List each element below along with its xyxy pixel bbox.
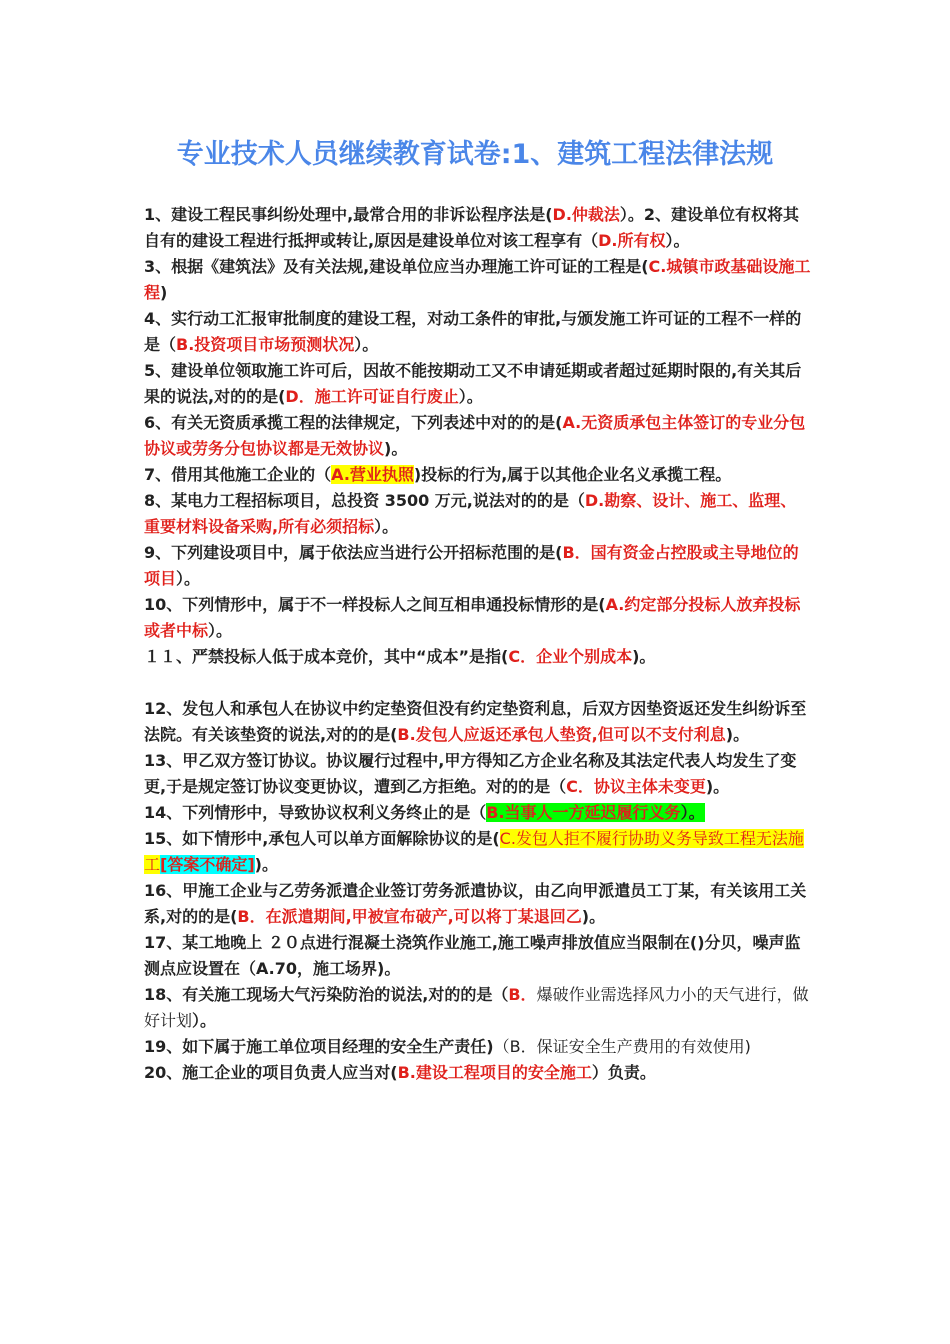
question-text: )。 bbox=[384, 439, 408, 458]
answer-text-highlighted: A.营业执照 bbox=[331, 465, 414, 484]
question-text: )。 bbox=[632, 647, 656, 666]
question-18 bbox=[144, 982, 812, 1034]
question-text: ）负责。 bbox=[591, 1063, 656, 1082]
question-7 bbox=[144, 462, 812, 488]
question-text: ）。 bbox=[176, 569, 201, 588]
question-text: 20、施工企业的项目负责人应当对( bbox=[144, 1063, 398, 1082]
question-3 bbox=[144, 254, 812, 306]
question-5 bbox=[144, 358, 812, 410]
answer-text: B.发包人应返还承包人垫资,但可以不支付利息 bbox=[397, 725, 726, 744]
question-text: 7、借用其他施工企业的（ bbox=[144, 465, 332, 484]
question-text: 6、有关无资质承揽工程的法律规定，下列表述中对的的是( bbox=[144, 413, 563, 432]
answer-plain-text: （B．保证安全生产费用的有效使用) bbox=[493, 1037, 751, 1056]
question-text: 18、有关施工现场大气污染防治的说法,对的的是（ bbox=[144, 985, 509, 1004]
question-9 bbox=[144, 540, 812, 592]
question-text: 10、下列情形中，属于不一样投标人之间互相串通投标情形的是( bbox=[144, 595, 606, 614]
question-text: )。 bbox=[725, 725, 750, 744]
question-13 bbox=[144, 748, 812, 800]
answer-text: C．企业个别成本 bbox=[508, 647, 633, 666]
question-text: 13、甲乙双方签订协议。协议履行过程中,甲方得知乙方企业名称及其法定代表人均发生了变更,于是规定签订协议变更协议，遭到乙方拒绝。对的的是（ bbox=[144, 751, 797, 796]
question-text: 15、如下情形中,承包人可以单方面解除协议的是( bbox=[144, 829, 500, 848]
question-text: ）。 bbox=[192, 1011, 217, 1030]
question-text: 3、根据《建筑法》及有关法规,建设单位应当办理施工许可证的工程是( bbox=[144, 257, 649, 276]
question-20 bbox=[144, 1060, 812, 1086]
answer-text: D.所有权 bbox=[598, 231, 666, 250]
question-11 bbox=[144, 644, 812, 670]
question-16 bbox=[144, 878, 812, 930]
question-text: 17、某工地晚上 ２０点进行混凝土浇筑作业施工,施工噪声排放值应当限制在()分贝，噪声监测点应设置在（A.70，施工场界)。 bbox=[144, 933, 801, 978]
answer-text: B.投资项目市场预测状况 bbox=[176, 335, 355, 354]
question-12 bbox=[144, 696, 812, 748]
question-text: 8、某电力工程招标项目，总投资 3500 万元,说法对的的是（ bbox=[144, 491, 585, 510]
question-text: 12、发包人和承包人在协议中约定垫资但没有约定垫资利息，后双方因垫资返还发生纠纷诉至法院。有关该垫资的说法,对的的是( bbox=[144, 699, 807, 744]
answer-plain-text: 爆破作业需选择风力小的天气进行，做好计划 bbox=[144, 985, 809, 1030]
question-8 bbox=[144, 488, 812, 540]
question-17 bbox=[144, 930, 812, 982]
answer-text: B． bbox=[508, 985, 537, 1004]
question-19 bbox=[144, 1034, 812, 1060]
question-text: )。 bbox=[254, 855, 278, 874]
question-text: ）。 bbox=[458, 387, 483, 406]
question-15 bbox=[144, 826, 812, 878]
answer-text: A.约定部分投标人放弃投标或者中标 bbox=[144, 595, 801, 640]
answer-note-highlighted: [答案不确定] bbox=[160, 855, 255, 874]
question-text: ）。2、建设单位有权将其自有的建设工程进行抵押或转让,原因是建设单位对该工程享有（ bbox=[144, 205, 800, 250]
question-text: ）。 bbox=[665, 231, 690, 250]
question-text: 5、建设单位领取施工许可后，因故不能按期动工又不申请延期或者超过延期时限的,有关其后果的说法,对的的是( bbox=[144, 361, 802, 406]
question-14 bbox=[144, 800, 812, 826]
answer-text: B．在派遣期间,甲被宣布破产,可以将丁某退回乙 bbox=[237, 907, 582, 926]
answer-text: A.无资质承包主体签订的专业分包协议或劳务分包协议都是无效协议 bbox=[144, 413, 806, 458]
question-text: )。 bbox=[705, 777, 730, 796]
answer-text: B．国有资金占控股或主导地位的项目 bbox=[144, 543, 799, 588]
page-title: 专业技术人员继续教育试卷:1、建筑工程法律法规 bbox=[176, 139, 774, 170]
question-text: １１、严禁投标人低于成本竞价，其中“成本”是指( bbox=[144, 647, 509, 666]
answer-text-highlighted: B.当事人一方延迟履行义务 bbox=[486, 803, 681, 822]
question-text: ）。 bbox=[354, 335, 379, 354]
answer-text: C．协议主体未变更 bbox=[566, 777, 706, 796]
question-6 bbox=[144, 410, 812, 462]
question-text: ）。 bbox=[374, 517, 399, 536]
answer-text: B.建设工程项目的安全施工 bbox=[397, 1063, 592, 1082]
question-text: 9、下列建设项目中，属于依法应当进行公开招标范围的是( bbox=[144, 543, 563, 562]
answer-text: D.勘察、设计、施工、监理、重要材料设备采购,所有必须招标 bbox=[144, 491, 797, 536]
question-text: )。 bbox=[581, 907, 606, 926]
question-text: ) bbox=[160, 283, 168, 302]
blank-line bbox=[144, 670, 812, 696]
question-4 bbox=[144, 306, 812, 358]
question-text: 14、下列情形中，导致协议权利义务终止的是（ bbox=[144, 803, 487, 822]
question-list bbox=[144, 202, 812, 1086]
answer-text: C.城镇市政基础设施工程 bbox=[144, 257, 811, 302]
question-text: ）。 bbox=[208, 621, 233, 640]
question-text: 16、甲施工企业与乙劳务派遣企业签订劳务派遣协议，由乙向甲派遣员工丁某，有关该用工关系,对的的是( bbox=[144, 881, 807, 926]
answer-text: D.仲裁法 bbox=[552, 205, 620, 224]
answer-text-highlighted: C.发包人拒不履行协助义务导致工程无法施工 bbox=[144, 829, 804, 874]
question-text: 19、如下属于施工单位项目经理的安全生产责任) bbox=[144, 1037, 494, 1056]
question-text: )投标的行为,属于以其他企业名义承揽工程。 bbox=[413, 465, 732, 484]
answer-text: D．施工许可证自行废止 bbox=[285, 387, 459, 406]
question-1-2 bbox=[144, 202, 812, 254]
question-10 bbox=[144, 592, 812, 644]
question-text: ）。 bbox=[680, 803, 705, 822]
question-text: 1、建设工程民事纠纷处理中,最常合用的非诉讼程序法是( bbox=[144, 205, 553, 224]
question-text: 4、实行动工汇报审批制度的建设工程，对动工条件的审批,与颁发施工许可证的工程不一样的是（ bbox=[144, 309, 802, 354]
